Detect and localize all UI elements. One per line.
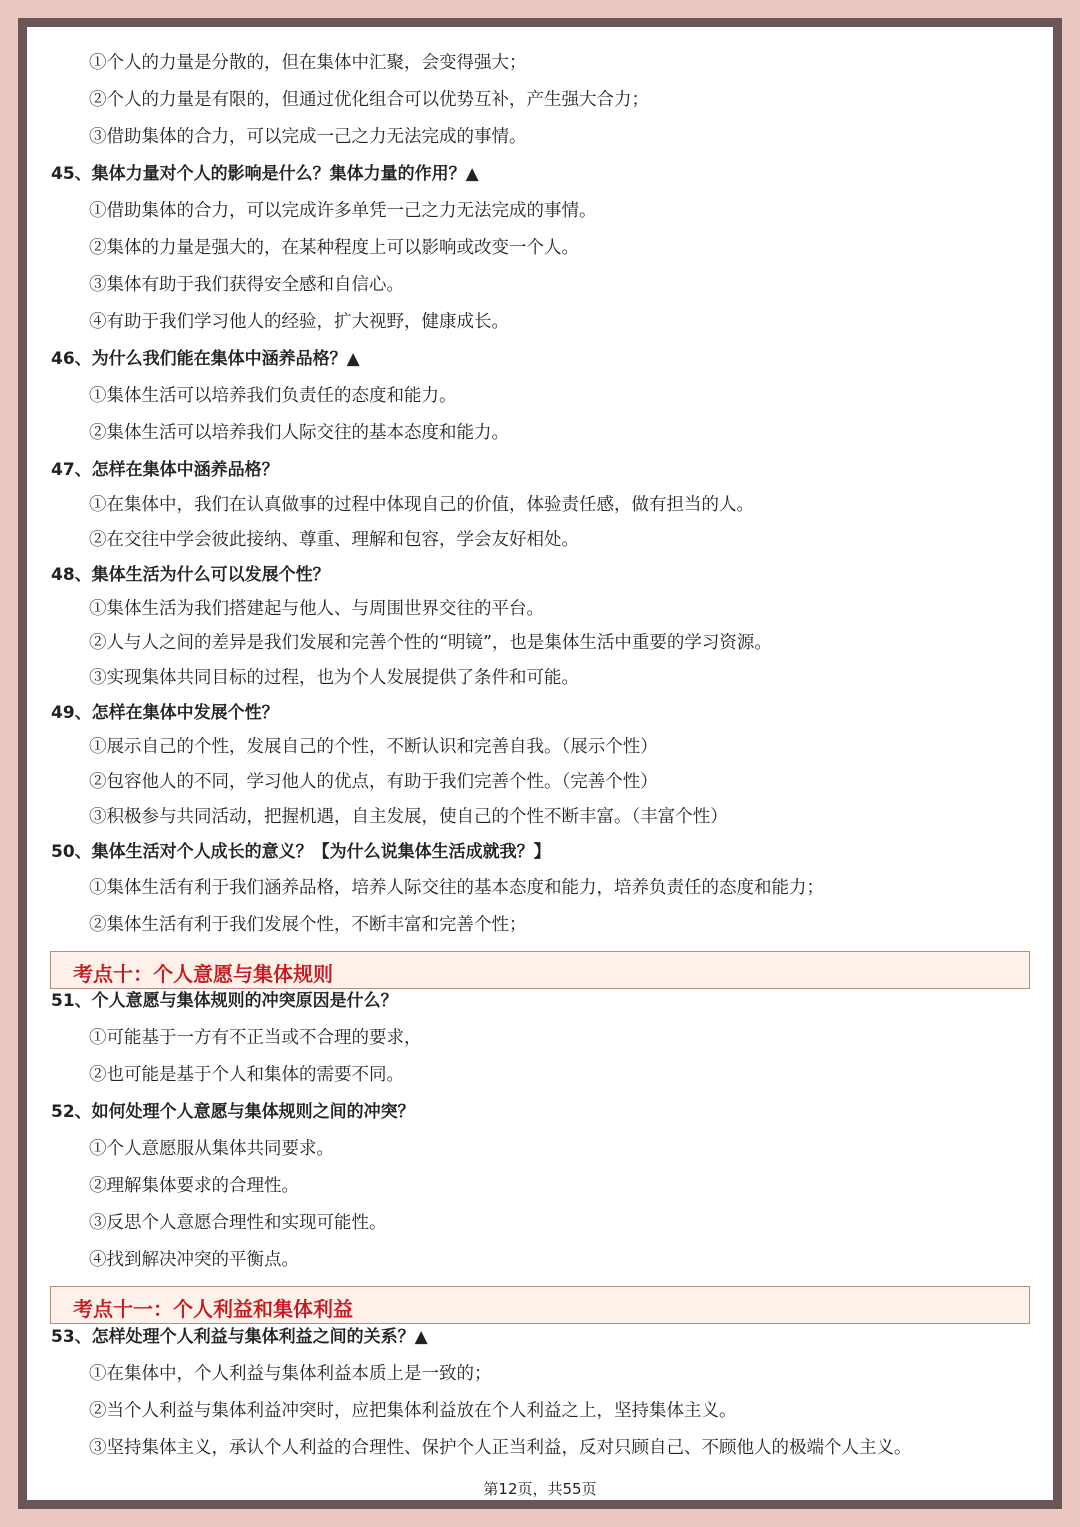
answer-line: ②集体生活可以培养我们人际交往的基本态度和能力。 — [89, 423, 509, 443]
answer-line: ①展示自己的个性，发展自己的个性，不断认识和完善自我。（展示个性） — [89, 737, 658, 757]
answer-line: ①集体生活为我们搭建起与他人、与周围世界交往的平台。 — [89, 599, 544, 619]
answer-line: ②也可能是基于个人和集体的需要不同。 — [89, 1065, 404, 1085]
answer-line: ③实现集体共同目标的过程，也为个人发展提供了条件和可能。 — [89, 668, 579, 688]
answer-line: ①个人意愿服从集体共同要求。 — [89, 1139, 334, 1159]
answer-line: ①在集体中，我们在认真做事的过程中体现自己的价值，体验责任感，做有担当的人。 — [89, 495, 754, 515]
question-49: 49、怎样在集体中发展个性？ — [51, 703, 279, 723]
answer-line: ②在交往中学会彼此接纳、尊重、理解和包容，学会友好相处。 — [89, 530, 579, 550]
answer-line: ②个人的力量是有限的，但通过优化组合可以优势互补，产生强大合力； — [89, 90, 649, 110]
answer-line: ③借助集体的合力，可以完成一己之力无法完成的事情。 — [89, 127, 527, 147]
answer-line: ①可能基于一方有不正当或不合理的要求， — [89, 1028, 422, 1048]
question-53: 53、怎样处理个人利益与集体利益之间的关系？▲ — [51, 1327, 428, 1347]
question-50: 50、集体生活对个人成长的意义？【为什么说集体生活成就我？】 — [51, 842, 551, 862]
question-48: 48、集体生活为什么可以发展个性？ — [51, 565, 330, 585]
answer-line: ②当个人利益与集体利益冲突时，应把集体利益放在个人利益之上，坚持集体主义。 — [89, 1401, 737, 1421]
question-46: 46、为什么我们能在集体中涵养品格？▲ — [51, 349, 360, 369]
section-title: 考点十：个人意愿与集体规则 — [73, 962, 333, 986]
answer-line: ④找到解决冲突的平衡点。 — [89, 1250, 299, 1270]
section-title: 考点十一：个人利益和集体利益 — [73, 1297, 353, 1321]
answer-line: ①集体生活有利于我们涵养品格，培养人际交往的基本态度和能力，培养负责任的态度和能力； — [89, 878, 824, 898]
question-52: 52、如何处理个人意愿与集体规则之间的冲突？ — [51, 1102, 415, 1122]
page-number: 第12页，共55页 — [483, 1480, 597, 1498]
answer-line: ③积极参与共同活动，把握机遇，自主发展，使自己的个性不断丰富。（丰富个性） — [89, 807, 728, 827]
answer-line: ①集体生活可以培养我们负责任的态度和能力。 — [89, 386, 457, 406]
answer-line: ②人与人之间的差异是我们发展和完善个性的“明镜”，也是集体生活中重要的学习资源。 — [89, 633, 772, 653]
section-header-11 — [50, 1286, 1030, 1324]
question-45: 45、集体力量对个人的影响是什么？集体力量的作用？▲ — [51, 164, 479, 184]
answer-line: ②包容他人的不同，学习他人的优点，有助于我们完善个性。（完善个性） — [89, 772, 658, 792]
answer-line: ①借助集体的合力，可以完成许多单凭一己之力无法完成的事情。 — [89, 201, 597, 221]
answer-line: ②理解集体要求的合理性。 — [89, 1176, 299, 1196]
question-47: 47、怎样在集体中涵养品格？ — [51, 460, 279, 480]
answer-line: ④有助于我们学习他人的经验，扩大视野，健康成长。 — [89, 312, 509, 332]
answer-line: ③集体有助于我们获得安全感和自信心。 — [89, 275, 404, 295]
answer-line: ③反思个人意愿合理性和实现可能性。 — [89, 1213, 387, 1233]
answer-line: ①在集体中，个人利益与集体利益本质上是一致的； — [89, 1364, 492, 1384]
section-header-10 — [50, 951, 1030, 989]
answer-line: ②集体生活有利于我们发展个性，不断丰富和完善个性； — [89, 915, 527, 935]
answer-line: ③坚持集体主义，承认个人利益的合理性、保护个人正当利益，反对只顾自己、不顾他人的极端个人主义。 — [89, 1438, 912, 1458]
answer-line: ②集体的力量是强大的，在某种程度上可以影响或改变一个人。 — [89, 238, 579, 258]
answer-line: ①个人的力量是分散的，但在集体中汇聚，会变得强大； — [89, 53, 527, 73]
question-51: 51、个人意愿与集体规则的冲突原因是什么？ — [51, 991, 398, 1011]
